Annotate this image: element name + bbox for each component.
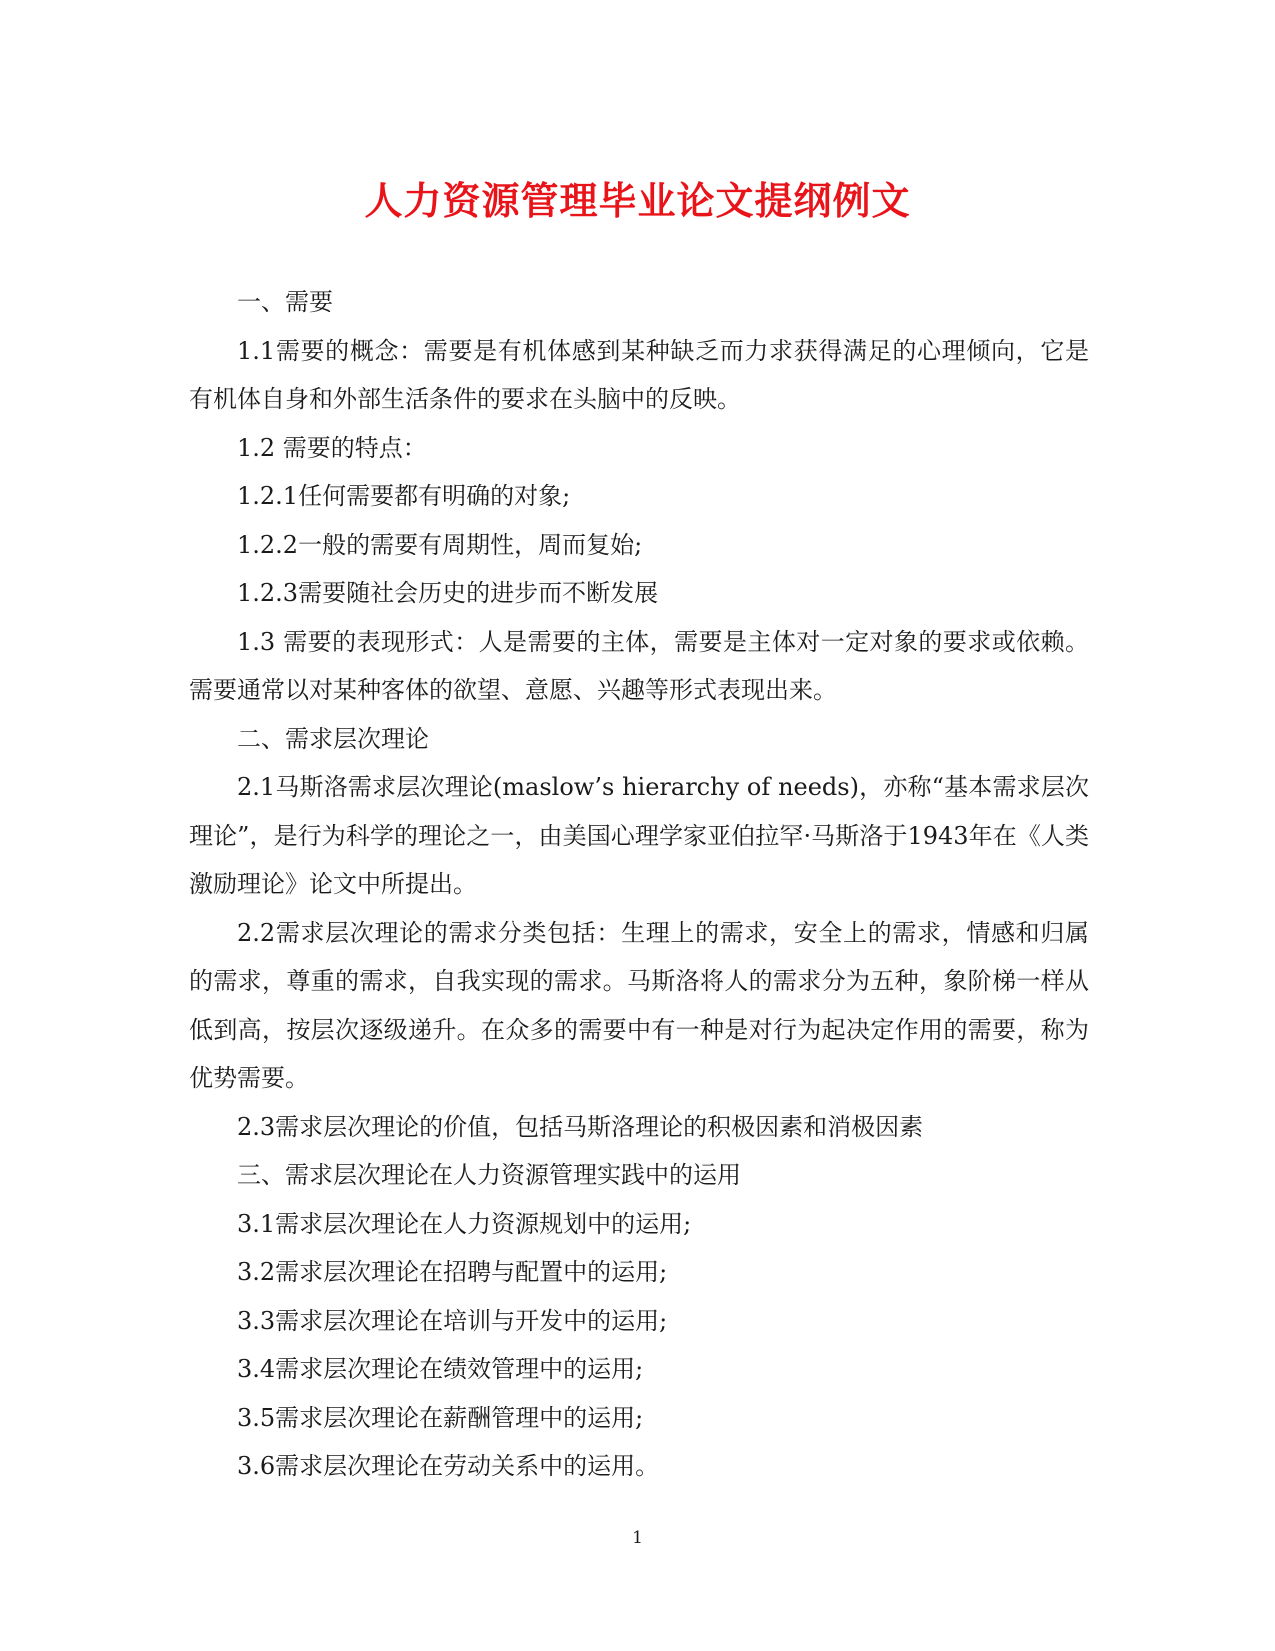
paragraph: 3.4需求层次理论在绩效管理中的运用; bbox=[237, 1355, 644, 1383]
paragraph: 2.1马斯洛需求层次理论(maslow’s hierarchy of needs)，亦称“基本需求层次理论”，是行为科学的理论之一，由美国心理学家亚伯拉罕·马斯洛于1943年在《人类激励理论》论文中所提出。 bbox=[189, 773, 1089, 898]
document-title: 人力资源管理毕业论文提纲例文 bbox=[364, 178, 911, 223]
paragraph: 1.1需要的概念：需要是有机体感到某种缺乏而力求获得满足的心理倾向，它是有机体自身和外部生活条件的要求在头脑中的反映。 bbox=[189, 336, 1089, 413]
paragraph: 3.3需求层次理论在培训与开发中的运用; bbox=[237, 1306, 668, 1335]
section-heading-2: 二、需求层次理论 bbox=[237, 724, 429, 753]
paragraph: 1.2.2一般的需要有周期性，周而复始; bbox=[237, 530, 643, 559]
section-heading-3: 三、需求层次理论在人力资源管理实践中的运用 bbox=[237, 1161, 741, 1189]
paragraph: 1.2 需要的特点： bbox=[237, 433, 427, 462]
paragraph: 3.6需求层次理论在劳动关系中的运用。 bbox=[237, 1452, 660, 1480]
document-body bbox=[189, 278, 1089, 1491]
paragraph: 1.2.3需要随社会历史的进步而不断发展 bbox=[237, 579, 659, 607]
paragraph: 1.2.1任何需要都有明确的对象; bbox=[237, 482, 571, 510]
section-heading-1: 一、需要 bbox=[237, 288, 333, 316]
paragraph: 3.2需求层次理论在招聘与配置中的运用; bbox=[237, 1258, 668, 1286]
paragraph: 2.2需求层次理论的需求分类包括：生理上的需求，安全上的需求，情感和归属的需求，尊重的需求，自我实现的需求。马斯洛将人的需求分为五种，象阶梯一样从低到高，按层次逐级递升。在众多的需要中有一种是对行为起决定作用的需要，称为优势需要。 bbox=[189, 918, 1089, 1092]
paragraph: 3.5需求层次理论在薪酬管理中的运用; bbox=[237, 1403, 644, 1432]
page-number: 1 bbox=[632, 1528, 643, 1548]
paragraph: 2.3需求层次理论的价值，包括马斯洛理论的积极因素和消极因素 bbox=[237, 1112, 924, 1141]
paragraph: 3.1需求层次理论在人力资源规划中的运用; bbox=[237, 1209, 692, 1238]
paragraph: 1.3 需要的表现形式：人是需要的主体，需要是主体对一定对象的要求或依赖。需要通常以对某种客体的欲望、意愿、兴趣等形式表现出来。 bbox=[189, 627, 1089, 704]
